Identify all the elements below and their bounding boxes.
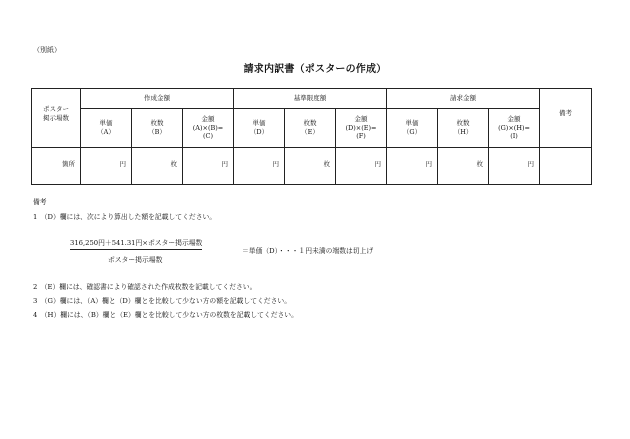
creation-amount-sub-header — [183, 109, 234, 148]
claim-unit-price-cell[interactable] — [387, 148, 438, 185]
note-3: 3 （G）欄には、（A）欄と（D）欄とを比較して少ない方の額を記載してください。 — [33, 297, 291, 305]
sheets-unit: 枚 — [323, 160, 330, 169]
creation-amount-text: 金額 (A)×(B)= (C) — [192, 114, 224, 141]
claim-amount-text: 金額 (G)×(H)= (I) — [498, 114, 530, 141]
claim-amount-header: 請求金額 — [387, 89, 540, 109]
yen-unit: 円 — [272, 160, 279, 169]
note-1: 1 （D）欄には、次により算出した額を記載してください。 — [33, 213, 217, 221]
limit-amount-sub-header — [336, 109, 387, 148]
limit-quantity-cell[interactable] — [285, 148, 336, 185]
document-title: 請求内訳書（ポスターの作成） — [243, 64, 387, 75]
yen-unit: 円 — [221, 160, 228, 169]
formula-result: ＝単価（D）・・・１円未満の端数は切上げ — [242, 247, 374, 255]
places-unit: 箇所 — [62, 160, 75, 169]
claim-quantity-header — [438, 109, 489, 148]
yen-unit: 円 — [527, 160, 535, 169]
poster-count-header — [32, 89, 81, 148]
creation-quantity-header — [132, 109, 183, 148]
formula-numerator: 316,250円＋541.31円×ポスター掲示場数 — [70, 237, 202, 250]
note-4: 4 （H）欄には、（B）欄と（E）欄とを比較して少ない方の枚数を記載してください。 — [33, 311, 298, 319]
notes-heading: 備考 — [33, 198, 47, 206]
creation-unit-price-text: 単価 （A） — [97, 119, 115, 136]
yen-unit: 円 — [425, 160, 433, 169]
poster-count-header-text: ポスター 掲示場数 — [43, 105, 69, 122]
limit-unit-price-header — [234, 109, 285, 148]
claim-unit-price-header — [387, 109, 438, 148]
limit-amount-header: 基準限度額 — [234, 89, 387, 109]
yen-unit: 円 — [374, 160, 382, 169]
sheets-unit: 枚 — [476, 160, 484, 169]
sheets-unit: 枚 — [170, 160, 177, 169]
claim-unit-price-text: 単価 （G） — [402, 119, 422, 136]
limit-unit-price-text: 単価 （D） — [249, 119, 269, 136]
remarks-cell[interactable] — [540, 148, 592, 185]
claim-breakdown-table — [31, 88, 592, 185]
creation-unit-price-cell[interactable] — [81, 148, 132, 185]
limit-quantity-header — [285, 109, 336, 148]
creation-amount-cell[interactable] — [183, 148, 234, 185]
creation-quantity-cell[interactable] — [132, 148, 183, 185]
yen-unit: 円 — [119, 160, 126, 169]
claim-quantity-text: 枚数 （H） — [453, 119, 473, 136]
claim-amount-sub-header — [489, 109, 540, 148]
creation-quantity-text: 枚数 （B） — [148, 119, 166, 136]
creation-unit-price-header — [81, 109, 132, 148]
places-cell[interactable] — [32, 148, 81, 185]
claim-amount-cell[interactable] — [489, 148, 540, 185]
note-2: 2 （E）欄には、確認書により確認された作成枚数を記載してください。 — [33, 283, 257, 291]
claim-quantity-cell[interactable] — [438, 148, 489, 185]
limit-quantity-text: 枚数 （E） — [301, 119, 319, 136]
creation-amount-header: 作成金額 — [81, 89, 234, 109]
limit-amount-cell[interactable] — [336, 148, 387, 185]
annex-label: （別紙） — [33, 46, 61, 54]
limit-amount-text: 金額 (D)×(E)= (F) — [345, 114, 377, 141]
remarks-header: 備考 — [540, 89, 592, 148]
formula-denominator: ポスター掲示場数 — [108, 256, 163, 264]
limit-unit-price-cell[interactable] — [234, 148, 285, 185]
